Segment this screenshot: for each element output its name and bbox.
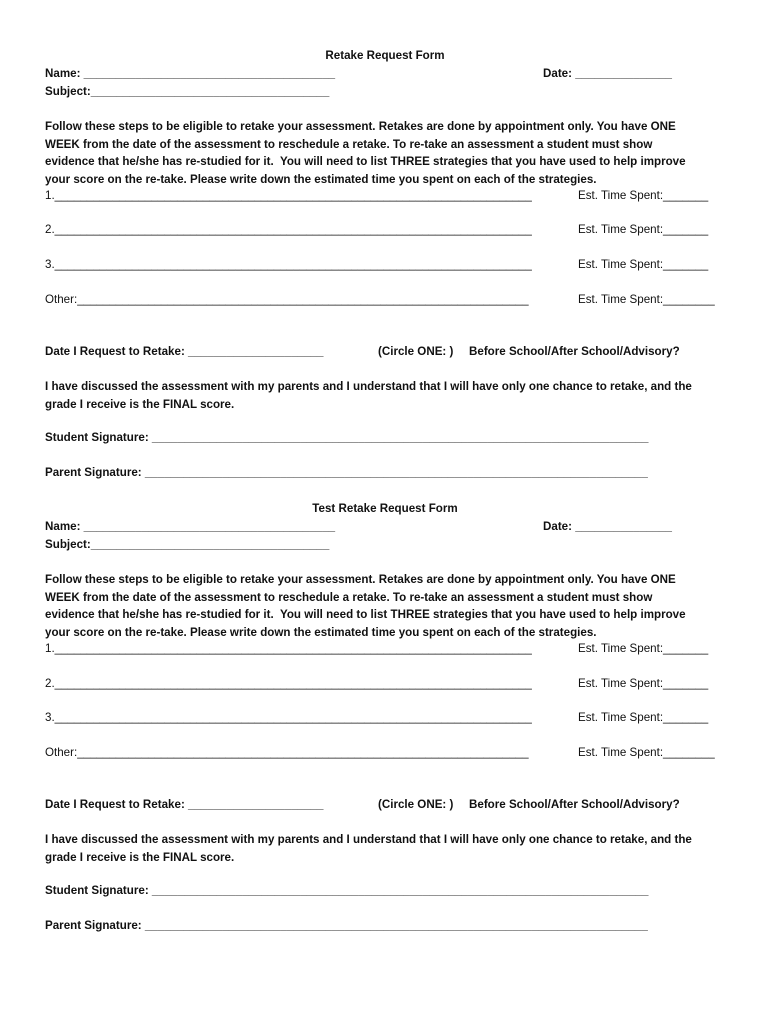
strategy-3-field[interactable]: 3.__________________________________________________________________________ [45,711,532,724]
retake-date-field[interactable]: Date I Request to Retake: _____________________ [45,798,324,811]
strategy-3-field[interactable]: 3.__________________________________________________________________________ [45,258,532,271]
parent-statement [45,831,725,866]
form-title: Retake Request Form [325,49,445,62]
strategy-other-time-field[interactable]: Est. Time Spent:________ [578,746,715,759]
retake-date-field[interactable]: Date I Request to Retake: _____________________ [45,345,324,358]
instructions-line: Follow these steps to be eligible to retake your assessment. Retakes are done by appointment only. You have ONE [45,120,676,133]
strategy-2-field[interactable]: 2.__________________________________________________________________________ [45,677,532,690]
form-title: Test Retake Request Form [312,502,458,515]
circle-one-label: (Circle ONE: ) [378,345,454,358]
time-options[interactable]: Before School/After School/Advisory? [469,798,680,811]
student-signature-field[interactable]: Student Signature: _____________________________________________________________________________ [45,884,649,897]
student-signature-field[interactable]: Student Signature: _____________________________________________________________________________ [45,431,649,444]
statement-line: grade I receive is the FINAL score. [45,397,235,411]
strategy-other-time-field[interactable]: Est. Time Spent:________ [578,293,715,306]
instructions-line: evidence that he/she has re-studied for it. You will need to list THREE strategies that you have used to help improve [45,155,686,169]
statement-line: I have discussed the assessment with my parents and I understand that I will have only one chance to retake, and the [45,380,692,393]
date-field[interactable]: Date: _______________ [543,67,672,80]
strategy-1-field[interactable]: 1.__________________________________________________________________________ [45,642,532,655]
parent-signature-field[interactable]: Parent Signature: ______________________________________________________________________________ [45,466,648,479]
strategy-1-time-field[interactable]: Est. Time Spent:_______ [578,642,709,655]
instructions-line: your score on the re-take. Please write down the estimated time you spent on each of the strategies. [45,172,597,186]
statement-line: I have discussed the assessment with my parents and I understand that I will have only one chance to retake, and the [45,833,692,846]
strategy-2-time-field[interactable]: Est. Time Spent:_______ [578,223,709,236]
name-field[interactable]: Name: _______________________________________ [45,520,336,533]
strategy-other-field[interactable]: Other:______________________________________________________________________ [45,293,529,306]
parent-signature-field[interactable]: Parent Signature: ______________________________________________________________________________ [45,919,648,932]
name-field[interactable]: Name: _______________________________________ [45,67,336,80]
instructions-line: WEEK from the date of the assessment to reschedule a retake. To re-take an assessment a student must show [45,137,653,151]
strategy-1-field[interactable]: 1.__________________________________________________________________________ [45,189,532,202]
parent-statement [45,378,725,413]
strategy-3-time-field[interactable]: Est. Time Spent:_______ [578,258,709,271]
instructions [45,118,725,188]
instructions-line: evidence that he/she has re-studied for it. You will need to list THREE strategies that you have used to help improve [45,608,686,622]
strategy-1-time-field[interactable]: Est. Time Spent:_______ [578,189,709,202]
instructions [45,571,725,641]
strategy-2-field[interactable]: 2.__________________________________________________________________________ [45,223,532,236]
date-field[interactable]: Date: _______________ [543,520,672,533]
subject-field[interactable]: Subject:_____________________________________ [45,538,330,551]
time-options[interactable]: Before School/After School/Advisory? [469,345,680,358]
strategy-2-time-field[interactable]: Est. Time Spent:_______ [578,677,709,690]
instructions-line: Follow these steps to be eligible to retake your assessment. Retakes are done by appointment only. You have ONE [45,573,676,586]
strategy-other-field[interactable]: Other:______________________________________________________________________ [45,746,529,759]
instructions-line: WEEK from the date of the assessment to reschedule a retake. To re-take an assessment a student must show [45,590,653,604]
circle-one-label: (Circle ONE: ) [378,798,454,811]
statement-line: grade I receive is the FINAL score. [45,850,235,864]
instructions-line: your score on the re-take. Please write down the estimated time you spent on each of the strategies. [45,625,597,639]
subject-field[interactable]: Subject:_____________________________________ [45,85,330,98]
strategy-3-time-field[interactable]: Est. Time Spent:_______ [578,711,709,724]
